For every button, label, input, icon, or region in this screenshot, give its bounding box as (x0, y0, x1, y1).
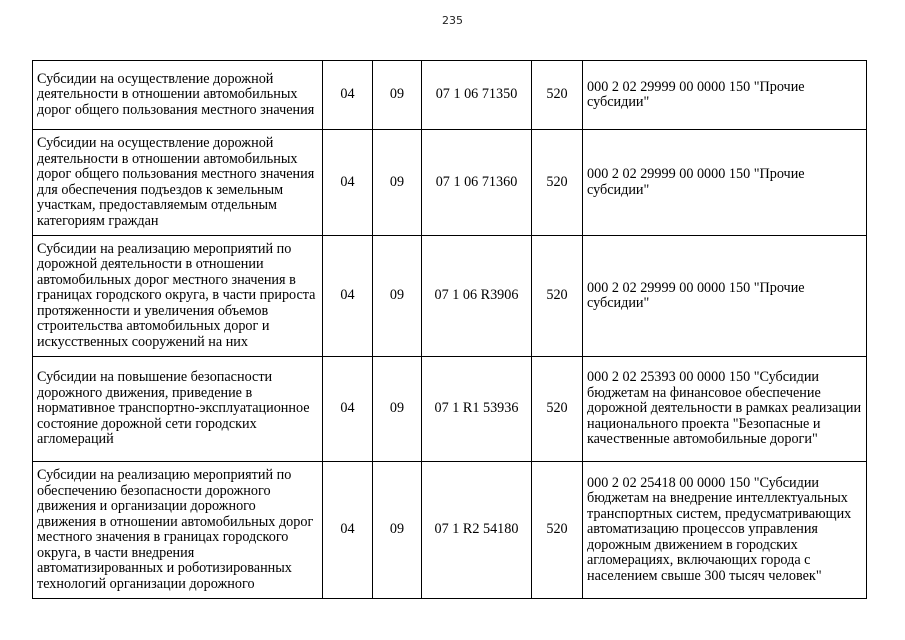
subsection-cell: 09 (373, 462, 422, 599)
table-row (33, 357, 867, 462)
expense-type-cell: 520 (532, 236, 583, 357)
table-row (33, 130, 867, 236)
section-cell: 04 (323, 236, 373, 357)
revenue-code-cell: 000 2 02 29999 00 0000 150 "Прочие субсидии" (583, 236, 867, 357)
expense-type-cell: 520 (532, 130, 583, 236)
target-article-cell: 07 1 06 71360 (422, 130, 532, 236)
table-row (33, 236, 867, 357)
expense-type-cell: 520 (532, 357, 583, 462)
section-cell: 04 (323, 357, 373, 462)
description-cell: Субсидии на осуществление дорожной деятельности в отношении автомобильных дорог общего пользования местного значения (33, 61, 323, 130)
section-cell: 04 (323, 61, 373, 130)
expense-type-cell: 520 (532, 61, 583, 130)
subsection-cell: 09 (373, 61, 422, 130)
target-article-cell: 07 1 R1 53936 (422, 357, 532, 462)
target-article-cell: 07 1 R2 54180 (422, 462, 532, 599)
revenue-code-cell: 000 2 02 29999 00 0000 150 "Прочие субсидии" (583, 130, 867, 236)
subsection-cell: 09 (373, 130, 422, 236)
revenue-code-cell: 000 2 02 25393 00 0000 150 "Субсидии бюджетам на финансовое обеспечение дорожной деятельности в рамках реализации национального проекта "Безопасные и качественные автомобильные дороги" (583, 357, 867, 462)
revenue-code-cell: 000 2 02 25418 00 0000 150 "Субсидии бюджетам на внедрение интеллектуальных транспортных систем, предусматривающих автоматизацию процессов управления дорожным движением в городских агломерациях, включающих города с населением свыше 300 тысяч человек" (583, 462, 867, 599)
target-article-cell: 07 1 06 71350 (422, 61, 532, 130)
page-number: 235 (442, 14, 463, 27)
target-article-cell: 07 1 06 R3906 (422, 236, 532, 357)
description-cell: Субсидии на повышение безопасности дорожного движения, приведение в нормативное транспортно-эксплуатационное состояние дорожной сети городских агломераций (33, 357, 323, 462)
table-row (33, 462, 867, 599)
description-cell: Субсидии на осуществление дорожной деятельности в отношении автомобильных дорог общего пользования местного значения для обеспечения подъездов к земельным участкам, предоставляемым отдельным категориям граждан (33, 130, 323, 236)
description-cell: Субсидии на реализацию мероприятий по обеспечению безопасности дорожного движения и организации дорожного движения в отношении автомобильных дорог местного значения в границах городского округа, в части внедрения автоматизированных и роботизированных технологий организации дорожного (33, 462, 323, 599)
revenue-code-cell: 000 2 02 29999 00 0000 150 "Прочие субсидии" (583, 61, 867, 130)
section-cell: 04 (323, 130, 373, 236)
expense-type-cell: 520 (532, 462, 583, 599)
budget-table (32, 60, 867, 599)
subsection-cell: 09 (373, 236, 422, 357)
section-cell: 04 (323, 462, 373, 599)
subsection-cell: 09 (373, 357, 422, 462)
description-cell: Субсидии на реализацию мероприятий по дорожной деятельности в отношении автомобильных дорог местного значения в границах городского округа, в части прироста протяженности и увеличения объемов строительства автомобильных дорог и искусственных сооружений на них (33, 236, 323, 357)
table-row (33, 61, 867, 130)
